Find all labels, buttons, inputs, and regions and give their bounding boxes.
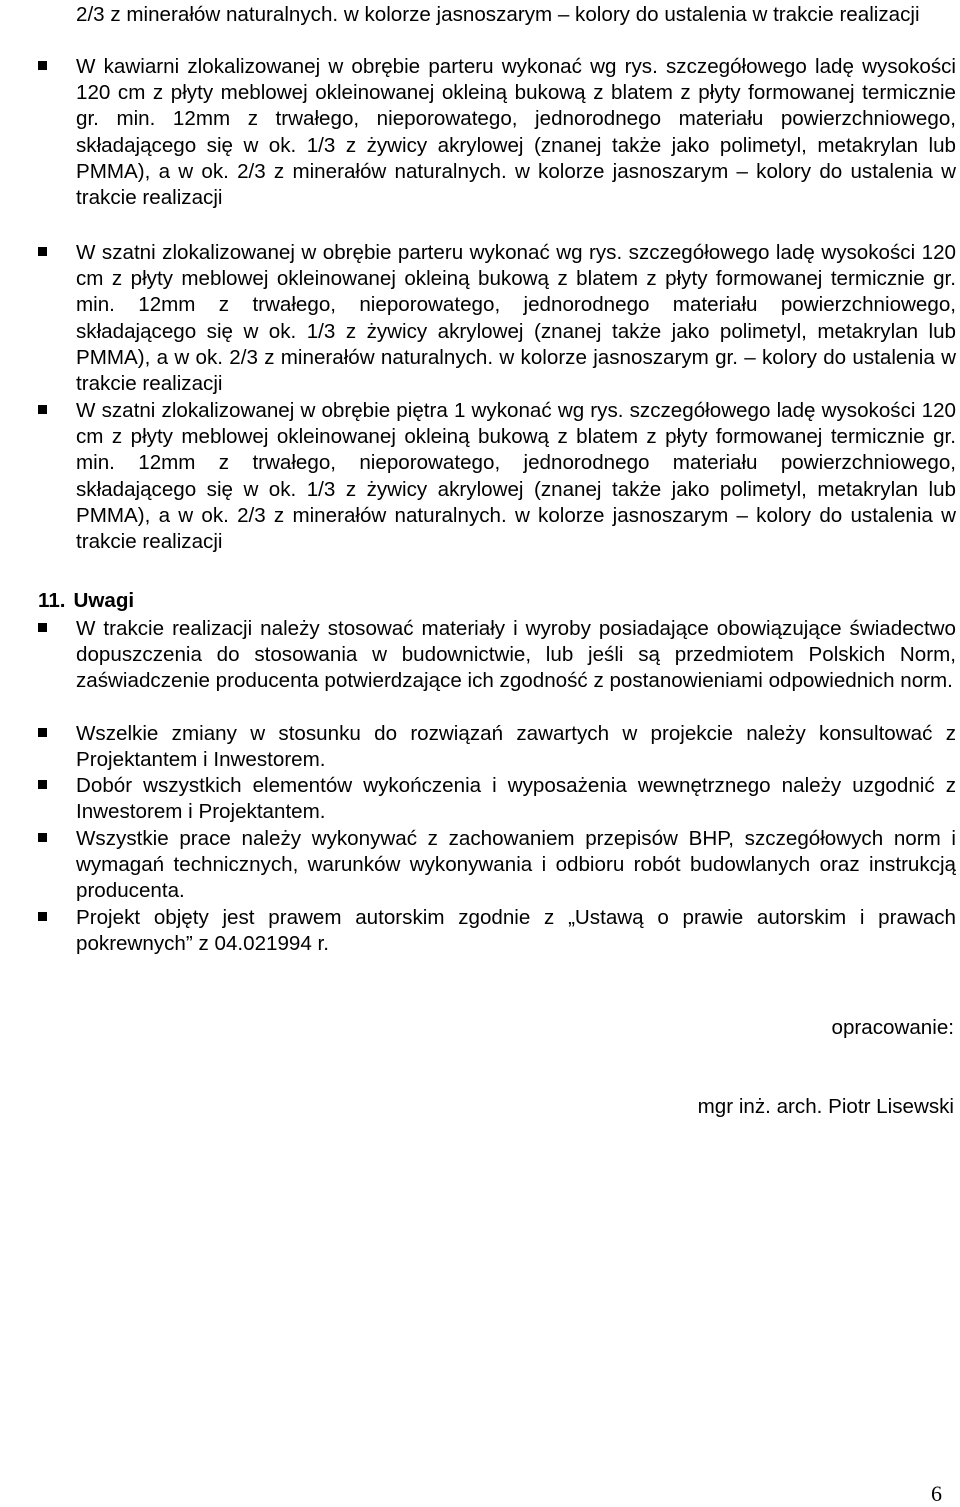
square-bullet-icon (38, 61, 47, 70)
signature-label: opracowanie: (831, 1016, 954, 1039)
list-item: Wszystkie prace należy wykonywać z zachowaniem przepisów BHP, szczegółowych norm i wymagań technicznych, warunków wykonywania i odbioru robót budowlanych oraz instrukcją producenta. (76, 827, 956, 903)
section-title: Uwagi (73, 589, 135, 612)
list-item: Wszelkie zmiany w stosunku do rozwiązań zawartych w projekcie należy konsultować z Projektantem i Inwestorem. (76, 722, 956, 772)
section-heading (38, 588, 134, 614)
page-number: 6 (931, 1481, 942, 1506)
list-item: Dobór wszystkich elementów wykończenia i wyposażenia wewnętrznego należy uzgodnić z Inwestorem i Projektantem. (76, 774, 956, 824)
list-item: W szatni zlokalizowanej w obrębie piętra 1 wykonać wg rys. szczegółowego ladę wysokości 120 cm z płyty meblowej okleinowanej okleiną bukową z blatem z płyty formowanej termicznie gr. min. 12mm z trwałego, nieporowatego, jednorodnego materiału powierzchniowego, składającego się w ok. 1/3 z żywicy akrylowej (znanej także jako polimetyl, metakrylan lub PMMA), a w ok. 2/3 z minerałów naturalnych. w kolorze jasnoszarym – kolory do ustalenia w trakcie realizacji (76, 399, 956, 554)
author-name: mgr inż. arch. Piotr Lisewski (697, 1095, 954, 1118)
square-bullet-icon (38, 780, 47, 789)
list-item: Projekt objęty jest prawem autorskim zgodnie z „Ustawą o prawie autorskim i prawach pokrewnych” z 04.021994 r. (76, 906, 956, 956)
square-bullet-icon (38, 912, 47, 921)
square-bullet-icon (38, 833, 47, 842)
square-bullet-icon (38, 623, 47, 632)
square-bullet-icon (38, 728, 47, 737)
continuation-paragraph: 2/3 z minerałów naturalnych. w kolorze jasnoszarym – kolory do ustalenia w trakcie realizacji (76, 3, 920, 26)
list-item: W trakcie realizacji należy stosować materiały i wyroby posiadające obowiązujące świadectwo dopuszczenia do stosowania w budownictwie, lub jeśli są przedmiotem Polskich Norm, zaświadczenie producenta potwierdzające ich zgodność z postanowieniami odpowiednich norm. (76, 617, 956, 693)
square-bullet-icon (38, 405, 47, 414)
section-number: 11. (38, 589, 66, 612)
list-item: W szatni zlokalizowanej w obrębie parteru wykonać wg rys. szczegółowego ladę wysokości 120 cm z płyty meblowej okleinowanej okleiną bukową z blatem z płyty formowanej termicznie gr. min. 12mm z trwałego, nieporowatego, jednorodnego materiału powierzchniowego, składającego się w ok. 1/3 z żywicy akrylowej (znanej także jako polimetyl, metakrylan lub PMMA), a w ok. 2/3 z minerałów naturalnych. w kolorze jasnoszarym gr. – kolory do ustalenia w trakcie realizacji (76, 241, 956, 396)
square-bullet-icon (38, 247, 47, 256)
list-item: W kawiarni zlokalizowanej w obrębie parteru wykonać wg rys. szczegółowego ladę wysokości 120 cm z płyty meblowej okleinowanej okleiną bukową z blatem z płyty formowanej termicznie gr. min. 12mm z trwałego, nieporowatego, jednorodnego materiału powierzchniowego, składającego się w ok. 1/3 z żywicy akrylowej (znanej także jako polimetyl, metakrylan lub PMMA), a w ok. 2/3 z minerałów naturalnych. w kolorze jasnoszarym – kolory do ustalenia w trakcie realizacji (76, 55, 956, 210)
